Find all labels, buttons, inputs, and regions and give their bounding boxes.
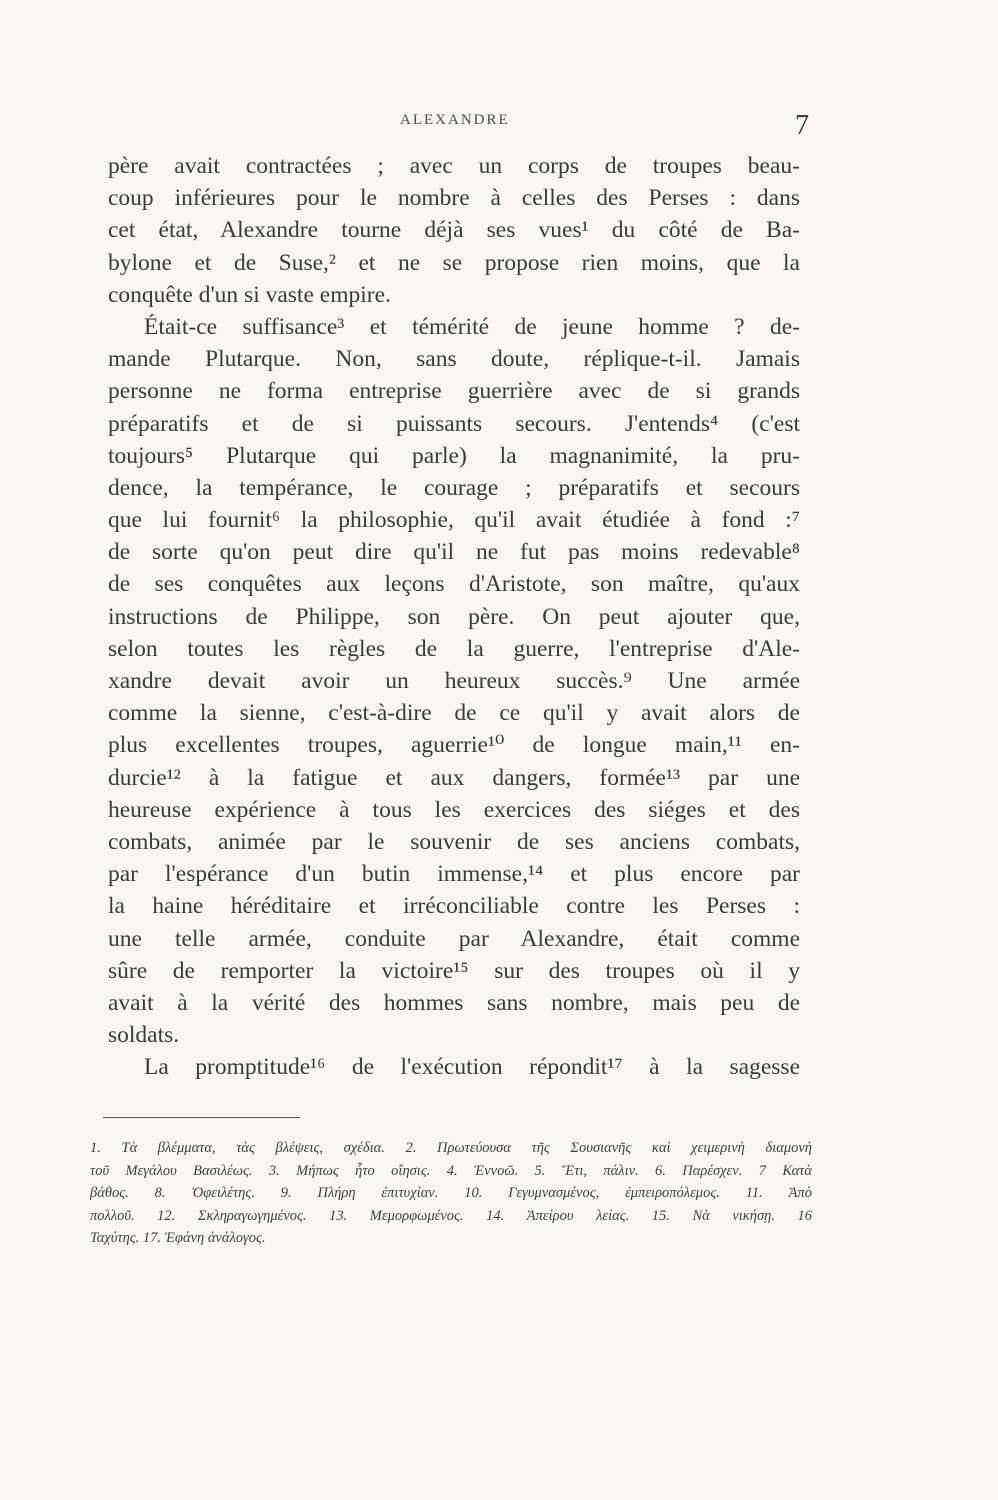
text-line: instructions de Philippe, son père. On peut ajouter que, <box>108 603 800 630</box>
text-line: durcie¹² à la fatigue et aux dangers, formée¹³ par une <box>108 764 800 791</box>
text-line: par l'espérance d'un butin immense,¹⁴ et plus encore par <box>108 861 800 888</box>
text-line: xandre devait avoir un heureux succès.⁹ Une armée <box>108 668 800 694</box>
text-line: La promptitude¹⁶ de l'exécution répondit¹⁷ à la sagesse <box>144 1054 800 1081</box>
text-line: mande Plutarque. Non, sans doute, réplique-t-il. Jamais <box>108 346 800 373</box>
footnote-line: τοῦ Μεγάλου Βασιλέως. 3. Μήπως ἦτο οἴησις. 4. Ἐννοῶ. 5. Ἔτι, πάλιν. 6. Παρέσχεν. 7 Κατὰ <box>90 1162 812 1179</box>
footnote-line: βάθος. 8. Ὀφειλέτης. 9. Πλήρη ἐπιτυχίαν. 10. Γεγυμνασμένος, ἐμπειροπόλεμος. 11. Ἀπὸ <box>90 1185 812 1201</box>
text-line: avait à la vérité des hommes sans nombre, mais peu de <box>108 989 800 1016</box>
text-line: préparatifs et de si puissants secours. J'entends⁴ (c'est <box>108 410 800 437</box>
text-line: de ses conquêtes aux leçons d'Aristote, son maître, qu'aux <box>108 571 800 598</box>
text-line: combats, animée par le souvenir de ses anciens combats, <box>108 828 800 855</box>
text-line: la haine héréditaire et irréconciliable contre les Perses : <box>108 893 800 920</box>
text-line: une telle armée, conduite par Alexandre, était comme <box>108 925 800 952</box>
footnotes <box>90 1137 812 1250</box>
text-line: coup inférieures pour le nombre à celles des Perses : dans <box>108 185 800 212</box>
text-line: que lui fournit⁶ la philosophie, qu'il avait étudiée à fond :⁷ <box>108 507 800 534</box>
text-line: toujours⁵ Plutarque qui parle) la magnanimité, la pru- <box>108 442 800 469</box>
text-line: Était-ce suffisance³ et témérité de jeune homme ? de- <box>144 313 800 340</box>
text-line: dence, la tempérance, le courage ; préparatifs et secours <box>108 474 800 501</box>
text-line: soldats. <box>108 1022 180 1049</box>
text-line: plus excellentes troupes, aguerrie¹⁰ de longue main,¹¹ en- <box>108 732 800 759</box>
running-head: ALEXANDRE <box>400 112 510 128</box>
footnote-line: 1. Τὰ βλέμματα, τὰς βλέψεις, σχέδια. 2. Πρωτεύουσα τῆς Σουσιανῆς καὶ χειμερινὴ διαμονὴ <box>90 1140 812 1156</box>
page-number: 7 <box>795 110 809 141</box>
text-line: selon toutes les règles de la guerre, l'entreprise d'Ale- <box>108 635 800 662</box>
text-line: de sorte qu'on peut dire qu'il ne fut pas moins redevable⁸ <box>108 539 800 566</box>
footnote-rule <box>103 1117 300 1118</box>
text-line: heureuse expérience à tous les exercices des siéges et des <box>108 796 800 823</box>
text-line: cet état, Alexandre tourne déjà ses vues¹ du côté de Ba- <box>108 217 800 244</box>
footnote-line: Ταχύτης. 17. Ἐφάνη ἀνάλογος. <box>90 1230 266 1246</box>
footnote-line: πολλοῦ. 12. Σκληραγωγημένος. 13. Μεμορφωμένος. 14. Ἀπείρου λείας. 15. Νὰ νικήσῃ. 16 <box>90 1207 812 1224</box>
text-line: personne ne forma entreprise guerrière avec de si grands <box>108 378 800 405</box>
text-line: bylone et de Suse,² et ne se propose rien moins, que la <box>108 249 800 276</box>
text-line: père avait contractées ; avec un corps de troupes beau- <box>108 153 800 179</box>
text-line: sûre de remporter la victoire¹⁵ sur des troupes où il y <box>108 957 800 984</box>
text-line: comme la sienne, c'est-à-dire de ce qu'il y avait alors de <box>108 700 800 727</box>
body-text <box>108 150 800 1083</box>
text-line: conquête d'un si vaste empire. <box>108 281 391 308</box>
